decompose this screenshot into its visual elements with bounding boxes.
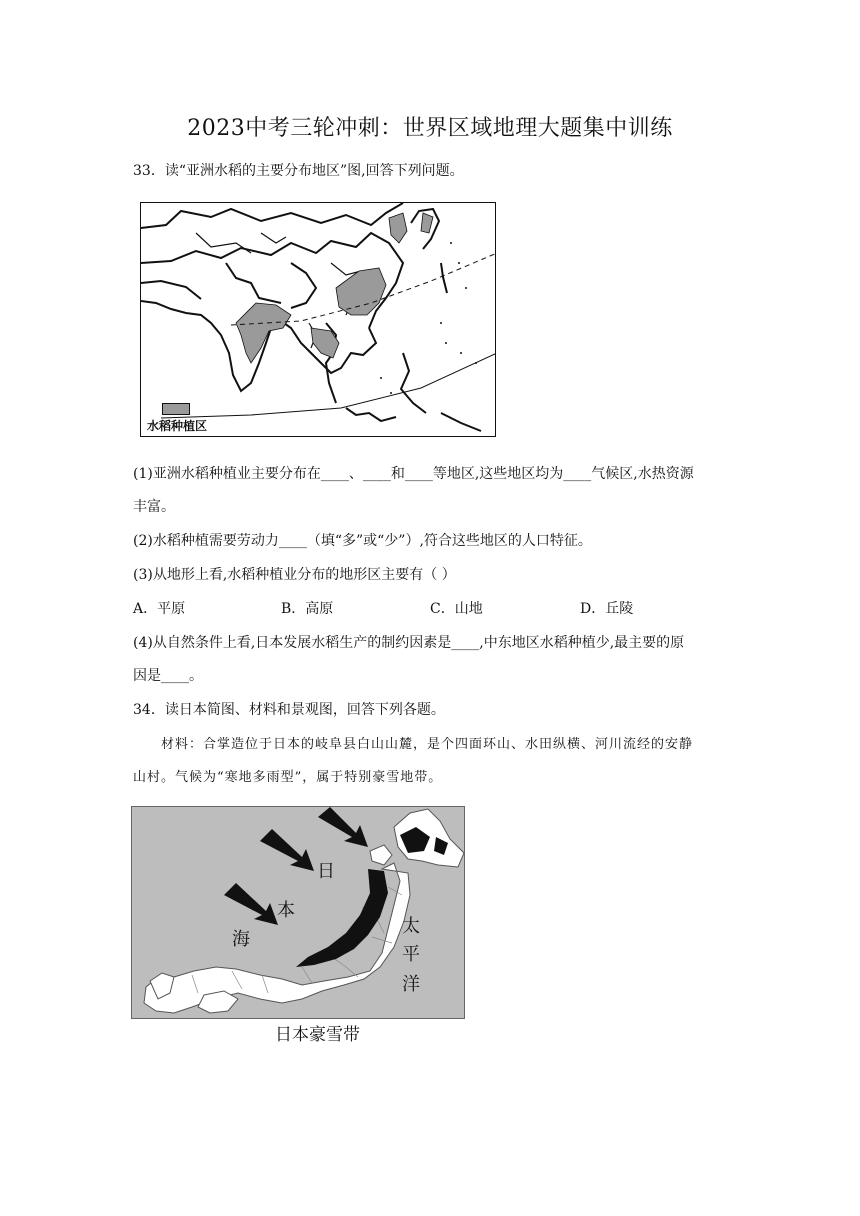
ocean-label-char-1: 太 [402, 916, 420, 937]
sea-label-char-3: 海 [232, 929, 250, 950]
page-title: 2023中考三轮冲刺：世界区域地理大题集中训练 [187, 116, 673, 141]
sea-label-char-1: 日 [317, 861, 335, 882]
ocean-label-char-3: 洋 [402, 974, 420, 995]
sea-label-char-2: 本 [277, 900, 295, 921]
asia-rice-map [140, 202, 496, 437]
q33-p1-line1: (1)亚洲水稻种植业主要分布在____、____和____等地区,这些地区均为____气候区,水热资源 [133, 466, 694, 482]
japan-snow-map [131, 806, 465, 1019]
q34-material-line2: 山村。气候为“寒地多雨型”，属于特别豪雪地带。 [133, 770, 443, 785]
q34-material-line1: 材料：合掌造位于日本的岐阜县白山山麓，是个四面环山、水田纵横、河川流经的安静 [161, 737, 694, 752]
option-d: D．丘陵 [580, 601, 634, 617]
legend-swatch [162, 403, 190, 415]
option-c: C．山地 [430, 601, 483, 617]
q33-p4-line2: 因是____。 [133, 668, 203, 684]
legend-label: 水稻种植区 [147, 419, 208, 433]
option-a: A．平原 [133, 601, 186, 617]
option-b: B．高原 [281, 601, 334, 617]
q33-p3: (3)从地形上看,水稻种植业分布的地形区主要有（ ） [133, 567, 456, 583]
q33-p2: (2)水稻种植需要劳动力____（填“多”或“少”）,符合这些地区的人口特征。 [133, 533, 592, 549]
ocean-label-char-2: 平 [402, 944, 420, 965]
q33-stem: 33．读“亚洲水稻的主要分布地区”图,回答下列问题。 [133, 163, 464, 179]
japan-map-caption: 日本豪雪带 [275, 1025, 360, 1045]
q33-p4-line1: (4)从自然条件上看,日本发展水稻生产的制约因素是____,中东地区水稻种植少,最主要的原 [133, 635, 685, 651]
q33-p1-line2: 丰富。 [133, 499, 175, 515]
asia-rice-map-graphic [141, 203, 496, 437]
q34-stem: 34．读日本简图、材料和景观图，回答下列各题。 [133, 702, 445, 718]
